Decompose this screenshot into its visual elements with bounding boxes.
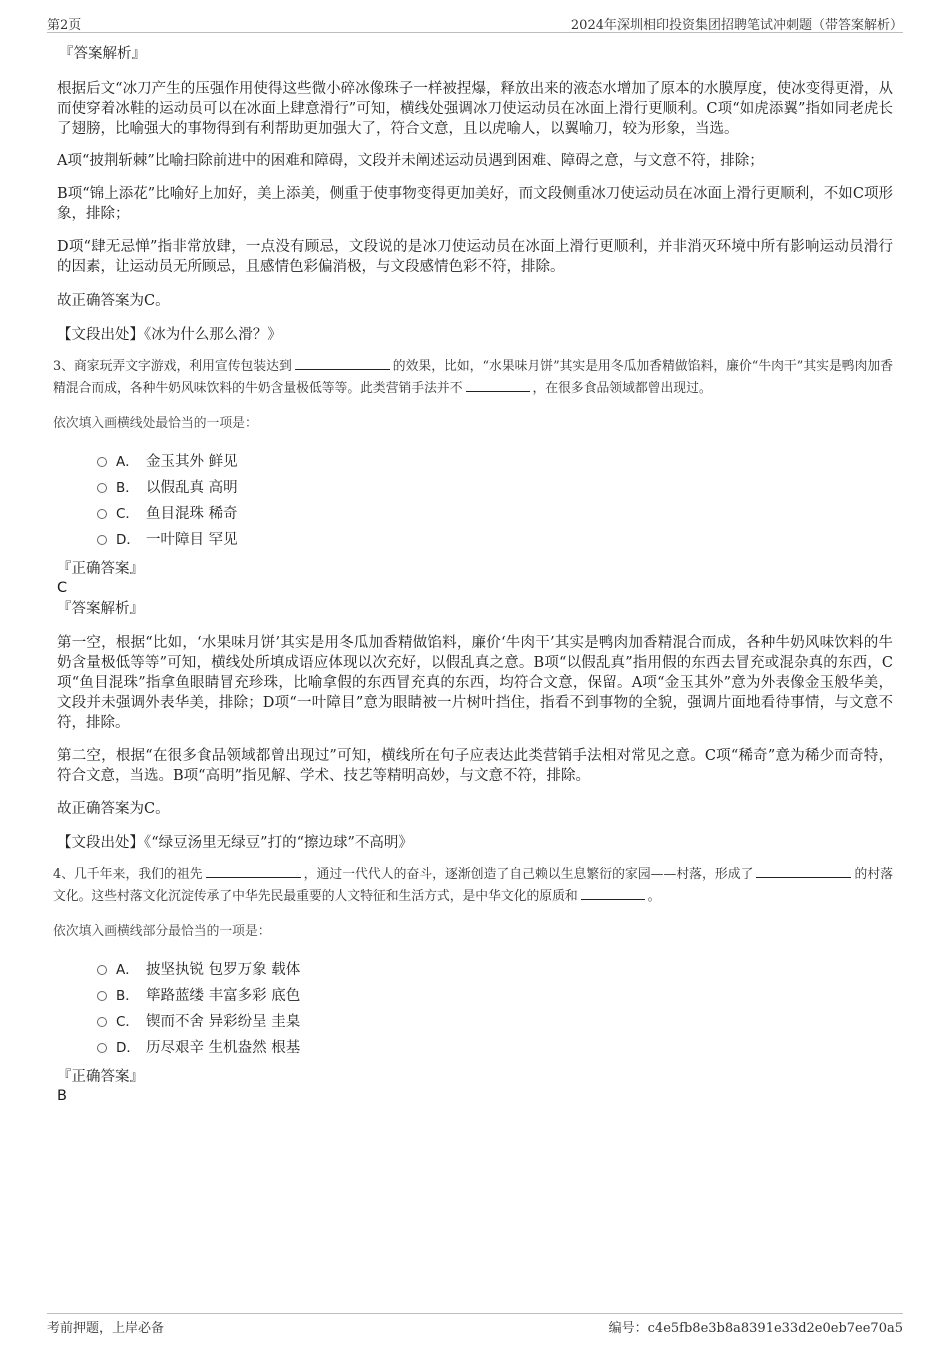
q3-conclusion: 故正确答案为C。 <box>57 801 170 817</box>
q3-option-d[interactable]: D． 一叶障目 罕见 <box>97 527 893 553</box>
q3-options <box>97 449 893 553</box>
q4-stem-part-4: 。 <box>647 889 661 904</box>
q4-stem-part-3: 的村落文化。这些村落文化沉淀传承了中华先民最重要的人文特征和生活方式，是中华文化的原质和 <box>53 867 894 904</box>
q3-analysis-para-1: 第一空，根据“比如，‘水果味月饼’其实是用冬瓜加香精做馅料，廉价‘牛肉干’其实是鸭肉加香精混合而成，各种牛奶风味饮料的牛奶含量极低等等”可知，横线处所填成语应体现以次充好，以假乱真之意。B项“以假乱真”指用假的东西去冒充或混杂真的东西，C项“鱼目混珠”指拿鱼眼睛冒充珍珠，比喻拿假的东西冒充真的东西，均符合文意，保留。A项“金玉其外”意为外表像金玉般华美，文段并未强调外表华美，排除；D项“一叶障目”意为眼睛被一片树叶挡住，指看不到事物的全貌，强调片面地看待事情，与文意不符，排除。 <box>57 635 893 731</box>
q3-blank-1 <box>295 355 390 370</box>
q3-stem-part-1: 3、商家玩弄文字游戏，利用宣传包装达到 <box>53 359 292 374</box>
q2-conclusion: 故正确答案为C。 <box>57 293 170 309</box>
q4-answer: B <box>57 1088 67 1104</box>
q4-blank-1 <box>206 863 301 878</box>
radio-button-icon[interactable] <box>97 509 107 519</box>
page-footer <box>47 1313 903 1334</box>
q4-option-d[interactable]: D． 历尽艰辛 生机盎然 根基 <box>97 1035 893 1061</box>
q4-instruction: 依次填入画横线部分最恰当的一项是： <box>53 924 271 939</box>
document-title: 2024年深圳相印投资集团招聘笔试冲刺题（带答案解析） <box>570 18 903 33</box>
q3-analysis-para-2: 第二空，根据“在很多食品领域都曾出现过”可知，横线所在句子应表达此类营销手法相对常见之意。C项“稀奇”意为稀少而奇特，符合文意，当选。B项“高明”指见解、学术、技艺等精明高妙，与文意不符，排除。 <box>57 748 893 784</box>
footer-slogan: 考前押题，上岸必备 <box>47 1321 165 1336</box>
q3-option-a[interactable]: A． 金玉其外 鲜见 <box>97 449 893 475</box>
radio-button-icon[interactable] <box>97 457 107 467</box>
q4-blank-3 <box>581 885 645 900</box>
q2-analysis-label: 『答案解析』 <box>59 46 146 62</box>
main-content <box>53 44 894 1105</box>
radio-button-icon[interactable] <box>97 535 107 545</box>
q3-stem-part-2: 的效果，比如，“水果味月饼”其实是用冬瓜加香精做馅料，廉价“牛肉干”其实是鸭肉加香精混合而成，各种牛奶风味饮料的牛奶含量极低等等。此类营销手法并不 <box>53 359 893 396</box>
q4-stem <box>53 863 893 907</box>
document-code: 编号：c4e5fb8e3b8a8391e33d2e0eb7ee70a5 <box>608 1321 903 1336</box>
q3-blank-2 <box>466 377 530 392</box>
q4-stem-part-2: ，通过一代代人的奋斗，逐渐创造了自己赖以生息繁衍的家园——村落，形成了 <box>303 867 754 882</box>
radio-button-icon[interactable] <box>97 1017 107 1027</box>
q3-instruction: 依次填入画横线处最恰当的一项是： <box>53 416 258 431</box>
q2-analysis-para-3: B项“锦上添花”比喻好上加好，美上添美，侧重于使事物变得更加美好，而文段侧重冰刀使运动员在冰面上滑行更顺利，不如C项形象，排除； <box>57 186 893 222</box>
q4-option-c[interactable]: C． 锲而不舍 异彩纷呈 圭臬 <box>97 1009 893 1035</box>
q4-answer-label: 『正确答案』 <box>57 1069 144 1085</box>
q2-analysis-para-2: A项“披荆斩棘”比喻扫除前进中的困难和障碍，文段并未阐述运动员遇到困难、障碍之意，与文意不符，排除； <box>57 153 764 169</box>
page-header <box>47 12 903 33</box>
q3-stem-part-3: ，在很多食品领域都曾出现过。 <box>532 381 712 396</box>
q3-answer-label: 『正确答案』 <box>57 561 144 577</box>
q4-option-a[interactable]: A． 披坚执锐 包罗万象 载体 <box>97 957 893 983</box>
q4-option-b[interactable]: B． 筚路蓝缕 丰富多彩 底色 <box>97 983 893 1009</box>
q3-option-c[interactable]: C． 鱼目混珠 稀奇 <box>97 501 893 527</box>
q4-stem-part-1: 4、几千年来，我们的祖先 <box>53 867 203 882</box>
q2-analysis-para-4: D项“肆无忌惮”指非常放肆，一点没有顾忌，文段说的是冰刀使运动员在冰面上滑行更顺利，并非消灭环境中所有影响运动员滑行的因素，让运动员无所顾忌，且感情色彩偏消极，与文段感情色彩不符，排除。 <box>57 239 893 275</box>
q3-stem <box>53 355 893 399</box>
q2-analysis-para-1: 根据后文“冰刀产生的压强作用使得这些微小碎冰像珠子一样被捏爆，释放出来的液态水增加了原本的水膜厚度，使冰变得更滑，从而使穿着冰鞋的运动员可以在冰面上肆意滑行”可知，横线处强调冰刀使运动员在冰面上滑行更顺利。C项“如虎添翼”指如同老虎长了翅膀，比喻强大的事物得到有利帮助更加强大了，符合文意，且以虎喻人，以翼喻刀，较为形象，当选。 <box>57 81 893 137</box>
radio-button-icon[interactable] <box>97 991 107 1001</box>
radio-button-icon[interactable] <box>97 1043 107 1053</box>
q3-analysis-label: 『答案解析』 <box>57 601 144 617</box>
page-number: 第2页 <box>47 18 82 33</box>
q4-options <box>97 957 893 1061</box>
radio-button-icon[interactable] <box>97 483 107 493</box>
q2-source: 【文段出处】《冰为什么那么滑？》 <box>57 327 282 343</box>
radio-button-icon[interactable] <box>97 965 107 975</box>
q3-source: 【文段出处】《“绿豆汤里无绿豆”打的“擦边球”不高明》 <box>57 835 413 851</box>
q3-answer: C <box>57 580 68 596</box>
q3-option-b[interactable]: B． 以假乱真 高明 <box>97 475 893 501</box>
q4-blank-2 <box>756 863 851 878</box>
